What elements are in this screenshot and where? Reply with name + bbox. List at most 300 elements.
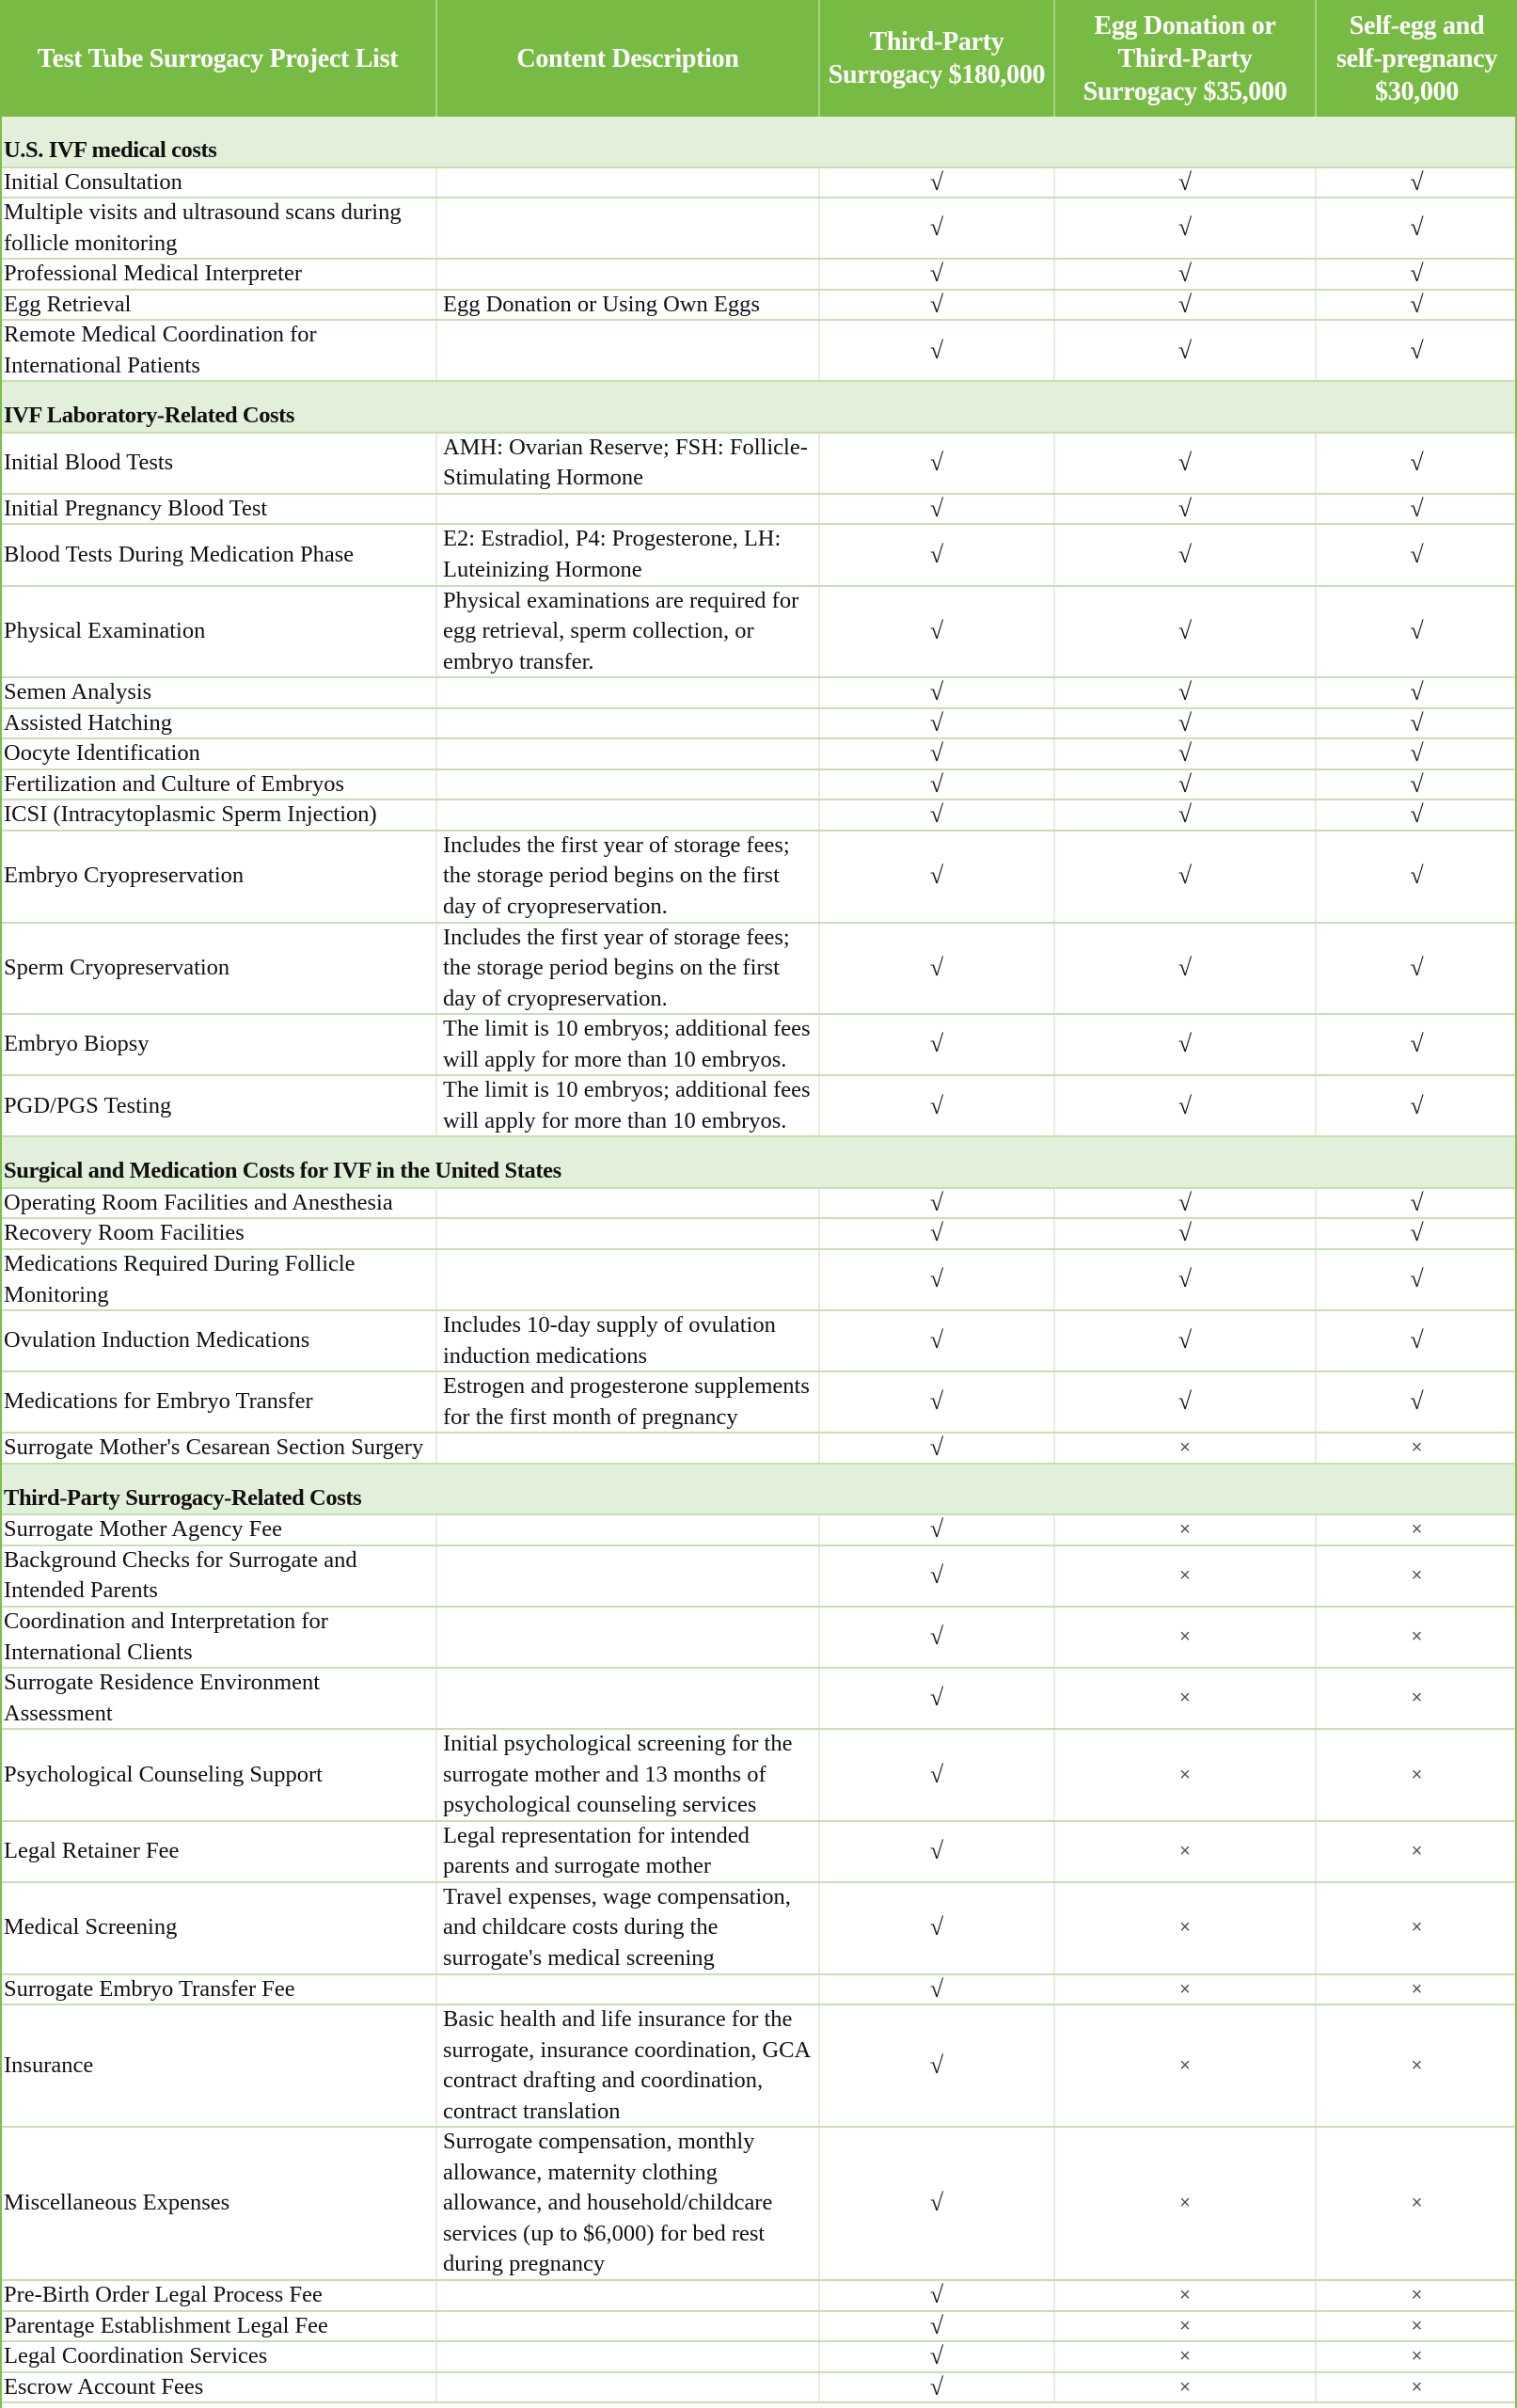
item-name-line: Egg Retrieval xyxy=(4,291,132,317)
check-icon: √ xyxy=(929,2311,944,2339)
check-icon: √ xyxy=(1410,449,1424,477)
description-line: during pregnancy xyxy=(443,2251,606,2277)
item-name-cell xyxy=(0,678,437,707)
description-line: Basic health and life insurance for the xyxy=(443,2006,793,2033)
item-name-cell xyxy=(0,1546,437,1606)
table-row xyxy=(0,2342,1517,2373)
check-icon: √ xyxy=(1410,617,1424,645)
mark-egg-donation-cell xyxy=(1055,800,1317,830)
description-line: will apply for more than 10 embryos. xyxy=(443,1046,787,1072)
mark-egg-donation-cell xyxy=(1055,1189,1317,1218)
item-name-line: International Patients xyxy=(4,352,200,378)
item-name-line: Surrogate Mother's Cesarean Section Surgery xyxy=(4,1434,424,1461)
mark-third-party-surrogacy-cell xyxy=(820,678,1055,707)
mark-egg-donation-cell xyxy=(1055,1730,1317,1820)
mark-egg-donation-cell xyxy=(1055,1015,1317,1074)
cross-icon: × xyxy=(1179,2193,1191,2214)
cross-icon: × xyxy=(1411,1565,1423,1587)
item-name-line: Parentage Establishment Legal Fee xyxy=(4,2312,328,2338)
mark-egg-donation-cell xyxy=(1055,1883,1317,1973)
mark-third-party-surrogacy-cell xyxy=(820,2373,1055,2402)
header-plan-self-egg xyxy=(1317,0,1517,117)
mark-self-egg-cell xyxy=(1317,1189,1517,1218)
cross-icon: × xyxy=(1411,1519,1423,1541)
item-name-line: Ovulation Induction Medications xyxy=(4,1327,310,1354)
description-line: psychological counseling services xyxy=(443,1792,757,1818)
table-header xyxy=(0,0,1517,117)
mark-third-party-surrogacy-cell xyxy=(820,2128,1055,2279)
mark-egg-donation-cell xyxy=(1055,2312,1317,2341)
mark-egg-donation-cell xyxy=(1055,291,1317,320)
check-icon: √ xyxy=(1410,336,1424,364)
check-icon: √ xyxy=(929,739,944,768)
mark-third-party-surrogacy-cell xyxy=(820,587,1055,677)
mark-third-party-surrogacy-cell xyxy=(820,1883,1055,1973)
description-cell xyxy=(437,1975,820,2004)
check-icon: √ xyxy=(1177,336,1193,364)
section-header: IVF Laboratory-Related Costs xyxy=(0,382,1517,434)
check-icon: √ xyxy=(1177,708,1193,737)
description-line: for the first month of pregnancy xyxy=(443,1403,738,1430)
mark-egg-donation-cell xyxy=(1055,525,1317,584)
item-name-line: Embryo Biopsy xyxy=(4,1031,150,1057)
check-icon: √ xyxy=(929,260,944,288)
check-icon: √ xyxy=(1177,260,1193,288)
item-name-cell xyxy=(0,2005,437,2126)
cross-icon: × xyxy=(1179,1437,1191,1459)
description-cell xyxy=(437,2312,820,2341)
mark-self-egg-cell xyxy=(1317,1822,1517,1881)
description-cell xyxy=(437,924,820,1014)
mark-self-egg-cell xyxy=(1317,1076,1517,1135)
description-line: allowance, maternity clothing xyxy=(443,2159,718,2185)
mark-egg-donation-cell xyxy=(1055,2005,1317,2126)
item-name-line: Physical Examination xyxy=(4,618,206,644)
check-icon: √ xyxy=(929,290,944,318)
item-name-line: Assessment xyxy=(4,1700,113,1726)
item-name-cell xyxy=(0,168,437,198)
description-line: Egg Donation or Using Own Eggs xyxy=(443,291,760,317)
mark-third-party-surrogacy-cell xyxy=(820,1515,1055,1545)
cross-icon: × xyxy=(1179,2376,1191,2398)
item-name-line: Background Checks for Surrogate and xyxy=(4,1546,357,1573)
description-cell xyxy=(437,260,820,289)
mark-self-egg-cell xyxy=(1317,709,1517,738)
mark-self-egg-cell xyxy=(1317,260,1517,289)
mark-self-egg-cell xyxy=(1317,678,1517,707)
description-cell xyxy=(437,168,820,198)
table-row xyxy=(0,1189,1517,1220)
mark-third-party-surrogacy-cell xyxy=(820,1219,1055,1248)
header-plan-line: self-pregnancy xyxy=(1335,43,1498,73)
check-icon: √ xyxy=(929,2342,944,2370)
check-icon: √ xyxy=(1177,678,1193,706)
check-icon: √ xyxy=(1177,494,1193,522)
check-icon: √ xyxy=(1177,290,1193,318)
description-line: Includes the first year of storage fees; xyxy=(443,924,790,950)
table-row xyxy=(0,1311,1517,1372)
check-icon: √ xyxy=(1177,449,1193,477)
mark-egg-donation-cell xyxy=(1055,770,1317,800)
cross-icon: × xyxy=(1179,1519,1191,1541)
description-cell xyxy=(437,321,820,380)
item-name-line: Blood Tests During Medication Phase xyxy=(4,541,355,567)
cross-icon: × xyxy=(1411,2346,1423,2368)
description-line: AMH: Ovarian Reserve; FSH: Follicle- xyxy=(443,434,808,460)
check-icon: √ xyxy=(1410,1265,1424,1293)
table-row xyxy=(0,1546,1517,1608)
table-row xyxy=(0,495,1517,526)
item-name-cell xyxy=(0,1975,437,2004)
header-plan-line: Self-egg and xyxy=(1349,10,1485,40)
check-icon: √ xyxy=(929,2281,944,2309)
table-row xyxy=(0,321,1517,382)
mark-self-egg-cell xyxy=(1317,1219,1517,1248)
check-icon: √ xyxy=(1177,617,1193,645)
check-icon: √ xyxy=(929,1091,944,1119)
cross-icon: × xyxy=(1411,2315,1423,2337)
mark-third-party-surrogacy-cell xyxy=(820,1730,1055,1820)
item-name-line: Initial Pregnancy Blood Test xyxy=(4,495,268,521)
description-line: the storage period begins on the first xyxy=(443,863,780,889)
mark-third-party-surrogacy-cell xyxy=(820,1975,1055,2004)
header-plan-line: $30,000 xyxy=(1375,76,1459,106)
mark-egg-donation-cell xyxy=(1055,1669,1317,1728)
table-row xyxy=(0,1515,1517,1546)
description-line: surrogate, insurance coordination, GCA xyxy=(443,2036,812,2063)
mark-self-egg-cell xyxy=(1317,832,1517,922)
description-cell xyxy=(437,709,820,738)
cross-icon: × xyxy=(1179,1626,1191,1648)
description-line: Travel expenses, wage compensation, xyxy=(443,1883,791,1909)
description-cell xyxy=(437,739,820,768)
check-icon: √ xyxy=(1177,1387,1193,1416)
item-name-line: Fertilization and Culture of Embryos xyxy=(4,770,344,797)
check-icon: √ xyxy=(929,1623,944,1651)
item-name-cell xyxy=(0,1219,437,1248)
table-row xyxy=(0,1219,1517,1250)
table-row xyxy=(0,587,1517,679)
mark-self-egg-cell xyxy=(1317,1608,1517,1667)
description-line: Luteinizing Hormone xyxy=(443,557,642,583)
item-name-cell xyxy=(0,770,437,800)
description-line: embryo transfer. xyxy=(443,648,594,674)
check-icon: √ xyxy=(929,1387,944,1416)
item-name-cell xyxy=(0,2128,437,2279)
item-name-line: Medications Required During Follicle xyxy=(4,1251,356,1276)
mark-third-party-surrogacy-cell xyxy=(820,1311,1055,1370)
item-name-line: Pre-Birth Order Legal Process Fee xyxy=(4,2282,323,2308)
check-icon: √ xyxy=(1410,290,1424,318)
table-row xyxy=(0,260,1517,291)
item-name-cell xyxy=(0,1608,437,1667)
cross-icon: × xyxy=(1411,2193,1423,2214)
mark-egg-donation-cell xyxy=(1055,1608,1317,1667)
description-line: The limit is 10 embryos; additional fees xyxy=(443,1077,811,1103)
item-name-cell xyxy=(0,1015,437,1074)
item-name-cell xyxy=(0,1189,437,1218)
header-plan-line: Egg Donation or xyxy=(1094,10,1276,40)
description-cell xyxy=(437,434,820,493)
mark-egg-donation-cell xyxy=(1055,1372,1317,1432)
mark-third-party-surrogacy-cell xyxy=(820,2312,1055,2341)
item-name-line: Monitoring xyxy=(4,1281,109,1307)
table-row xyxy=(0,198,1517,260)
cross-icon: × xyxy=(1411,1978,1423,2000)
item-name-cell xyxy=(0,291,437,320)
item-name-line: Psychological Counseling Support xyxy=(4,1761,323,1787)
description-cell xyxy=(437,1669,820,1728)
check-icon: √ xyxy=(1410,214,1424,242)
description-cell xyxy=(437,2005,820,2126)
table-row xyxy=(0,434,1517,495)
item-name-cell xyxy=(0,198,437,258)
check-icon: √ xyxy=(1177,1265,1193,1293)
item-name-line: Operating Room Facilities and Anesthesia xyxy=(4,1189,393,1215)
check-icon: √ xyxy=(1177,1030,1193,1058)
check-icon: √ xyxy=(1177,739,1193,768)
mark-egg-donation-cell xyxy=(1055,1250,1317,1309)
item-name-cell xyxy=(0,1822,437,1881)
cross-icon: × xyxy=(1411,1687,1423,1709)
item-name-line: Sperm Cryopreservation xyxy=(4,955,230,981)
table-row xyxy=(0,1669,1517,1730)
cross-icon: × xyxy=(1179,2315,1191,2337)
mark-third-party-surrogacy-cell xyxy=(820,1822,1055,1881)
mark-third-party-surrogacy-cell xyxy=(820,434,1055,493)
item-name-cell xyxy=(0,260,437,289)
cross-icon: × xyxy=(1179,1841,1191,1862)
description-cell xyxy=(437,800,820,830)
item-name-line: Legal Retainer Fee xyxy=(4,1838,180,1864)
table-row xyxy=(0,2128,1517,2281)
check-icon: √ xyxy=(1410,1091,1424,1119)
item-name-line: Legal Coordination Services xyxy=(4,2343,268,2369)
check-icon: √ xyxy=(929,1434,944,1462)
description-line: The limit is 10 embryos; additional fees xyxy=(443,1016,811,1042)
check-icon: √ xyxy=(1410,800,1424,829)
description-line: egg retrieval, sperm collection, or xyxy=(443,618,754,644)
check-icon: √ xyxy=(929,769,944,798)
cross-icon: × xyxy=(1179,1687,1191,1709)
mark-self-egg-cell xyxy=(1317,1669,1517,1728)
mark-egg-donation-cell xyxy=(1055,2128,1317,2279)
description-line: allowance, and household/childcare xyxy=(443,2190,773,2216)
table-body xyxy=(0,117,1517,2403)
cross-icon: × xyxy=(1411,2285,1423,2306)
mark-egg-donation-cell xyxy=(1055,2281,1317,2310)
check-icon: √ xyxy=(929,708,944,737)
description-cell xyxy=(437,1372,820,1432)
check-icon: √ xyxy=(1177,1091,1193,1119)
cross-icon: × xyxy=(1179,1565,1191,1587)
description-cell xyxy=(437,525,820,584)
mark-third-party-surrogacy-cell xyxy=(820,321,1055,380)
table-row xyxy=(0,1608,1517,1669)
mark-third-party-surrogacy-cell xyxy=(820,770,1055,800)
mark-third-party-surrogacy-cell xyxy=(820,1608,1055,1667)
mark-self-egg-cell xyxy=(1317,495,1517,524)
check-icon: √ xyxy=(929,862,944,890)
check-icon: √ xyxy=(929,1188,944,1216)
check-icon: √ xyxy=(1177,214,1193,242)
item-name-line: Surrogate Embryo Transfer Fee xyxy=(4,1975,295,2002)
mark-third-party-surrogacy-cell xyxy=(820,1015,1055,1074)
table-row xyxy=(0,739,1517,770)
cross-icon: × xyxy=(1179,1917,1191,1939)
description-line: will apply for more than 10 embryos. xyxy=(443,1107,787,1133)
description-cell xyxy=(437,1730,820,1820)
mark-third-party-surrogacy-cell xyxy=(820,924,1055,1014)
description-cell xyxy=(437,1250,820,1309)
table-row xyxy=(0,1250,1517,1311)
description-line: Surrogate compensation, monthly xyxy=(443,2129,755,2155)
check-icon: √ xyxy=(1410,769,1424,798)
check-icon: √ xyxy=(1177,1326,1193,1354)
description-line: day of cryopreservation. xyxy=(443,985,668,1011)
mark-third-party-surrogacy-cell xyxy=(820,1546,1055,1606)
check-icon: √ xyxy=(929,1561,944,1590)
mark-self-egg-cell xyxy=(1317,1434,1517,1463)
cross-icon: × xyxy=(1411,2376,1423,2398)
table-row xyxy=(0,1883,1517,1975)
check-icon: √ xyxy=(929,540,944,568)
item-name-line: Recovery Room Facilities xyxy=(4,1220,245,1246)
item-name-cell xyxy=(0,832,437,922)
description-cell xyxy=(437,2128,820,2279)
item-name-cell xyxy=(0,1311,437,1370)
check-icon: √ xyxy=(929,617,944,645)
check-icon: √ xyxy=(929,1326,944,1354)
check-icon: √ xyxy=(1410,1387,1424,1416)
description-cell xyxy=(437,1608,820,1667)
table-row xyxy=(0,1076,1517,1137)
check-icon: √ xyxy=(929,1760,944,1788)
item-name-line: Escrow Account Fees xyxy=(4,2373,204,2400)
description-line: Estrogen and progesterone supplements xyxy=(443,1373,810,1400)
table-row xyxy=(0,678,1517,709)
description-cell xyxy=(437,1311,820,1370)
item-name-line: Assisted Hatching xyxy=(4,709,172,736)
description-cell xyxy=(437,198,820,258)
mark-egg-donation-cell xyxy=(1055,168,1317,198)
check-icon: √ xyxy=(1177,540,1193,568)
check-icon: √ xyxy=(929,800,944,829)
header-plan-third-party-surrogacy xyxy=(820,0,1055,117)
table-left-border xyxy=(0,117,2,2408)
item-name-line: Remote Medical Coordination for xyxy=(4,322,317,348)
check-icon: √ xyxy=(929,2051,944,2079)
item-name-line: Insurance xyxy=(4,2052,94,2078)
check-icon: √ xyxy=(1410,1188,1424,1216)
description-cell xyxy=(437,1219,820,1248)
cross-icon: × xyxy=(1411,1437,1423,1459)
item-name-line: Semen Analysis xyxy=(4,679,152,705)
table-row xyxy=(0,1434,1517,1465)
description-cell xyxy=(437,832,820,922)
check-icon: √ xyxy=(929,494,944,522)
check-icon: √ xyxy=(929,214,944,242)
mark-egg-donation-cell xyxy=(1055,587,1317,677)
item-name-line: Oocyte Identification xyxy=(4,740,200,767)
mark-self-egg-cell xyxy=(1317,770,1517,800)
description-cell xyxy=(437,495,820,524)
cross-icon: × xyxy=(1411,1626,1423,1648)
item-name-line: Multiple visits and ultrasound scans during xyxy=(4,199,402,226)
check-icon: √ xyxy=(1410,678,1424,706)
cross-icon: × xyxy=(1179,2285,1191,2306)
item-name-line: ICSI (Intracytoplasmic Sperm Injection) xyxy=(4,801,377,828)
table-row xyxy=(0,1822,1517,1883)
check-icon: √ xyxy=(1410,954,1424,982)
check-icon: √ xyxy=(1177,800,1193,829)
mark-self-egg-cell xyxy=(1317,800,1517,830)
description-cell xyxy=(437,1822,820,1881)
section-header: U.S. IVF medical costs xyxy=(0,117,1517,168)
description-cell xyxy=(437,2373,820,2402)
item-name-cell xyxy=(0,1250,437,1309)
mark-egg-donation-cell xyxy=(1055,739,1317,768)
mark-egg-donation-cell xyxy=(1055,1076,1317,1135)
mark-third-party-surrogacy-cell xyxy=(820,2342,1055,2371)
mark-third-party-surrogacy-cell xyxy=(820,2281,1055,2310)
item-name-line: Embryo Cryopreservation xyxy=(4,863,245,889)
table-row xyxy=(0,1975,1517,2006)
mark-self-egg-cell xyxy=(1317,2128,1517,2279)
item-name-cell xyxy=(0,495,437,524)
description-line: surrogate's medical screening xyxy=(443,1944,715,1971)
header-project-list-label: Test Tube Surrogacy Project List xyxy=(37,43,399,73)
mark-self-egg-cell xyxy=(1317,1515,1517,1545)
check-icon: √ xyxy=(1177,862,1193,890)
table-row xyxy=(0,770,1517,801)
check-icon: √ xyxy=(1177,954,1193,982)
mark-egg-donation-cell xyxy=(1055,1515,1317,1545)
mark-third-party-surrogacy-cell xyxy=(820,1189,1055,1218)
mark-egg-donation-cell xyxy=(1055,2373,1317,2402)
description-line: E2: Estradiol, P4: Progesterone, LH: xyxy=(443,526,782,552)
description-cell xyxy=(437,1883,820,1973)
check-icon: √ xyxy=(929,1265,944,1293)
table-row xyxy=(0,2005,1517,2128)
mark-egg-donation-cell xyxy=(1055,2342,1317,2371)
table-row xyxy=(0,832,1517,924)
check-icon: √ xyxy=(1410,739,1424,768)
description-cell xyxy=(437,1076,820,1135)
check-icon: √ xyxy=(1177,167,1193,196)
item-name-cell xyxy=(0,2373,437,2402)
header-plan-line: Surrogacy $180,000 xyxy=(828,60,1046,89)
check-icon: √ xyxy=(929,954,944,982)
item-name-cell xyxy=(0,2312,437,2341)
description-line: surrogate mother and 13 months of xyxy=(443,1761,766,1787)
check-icon: √ xyxy=(1410,708,1424,737)
mark-egg-donation-cell xyxy=(1055,678,1317,707)
section-header: Surgical and Medication Costs for IVF in the United States xyxy=(0,1137,1517,1189)
mark-self-egg-cell xyxy=(1317,2342,1517,2371)
header-plan-line: Surrogacy $35,000 xyxy=(1082,76,1288,106)
description-line: the storage period begins on the first xyxy=(443,955,780,981)
table-row xyxy=(0,2373,1517,2404)
mark-egg-donation-cell xyxy=(1055,198,1317,258)
mark-third-party-surrogacy-cell xyxy=(820,800,1055,830)
check-icon: √ xyxy=(1177,769,1193,798)
mark-self-egg-cell xyxy=(1317,525,1517,584)
check-icon: √ xyxy=(929,1219,944,1247)
mark-self-egg-cell xyxy=(1317,2281,1517,2310)
item-name-line: follicle monitoring xyxy=(4,230,178,256)
table-row xyxy=(0,2281,1517,2312)
